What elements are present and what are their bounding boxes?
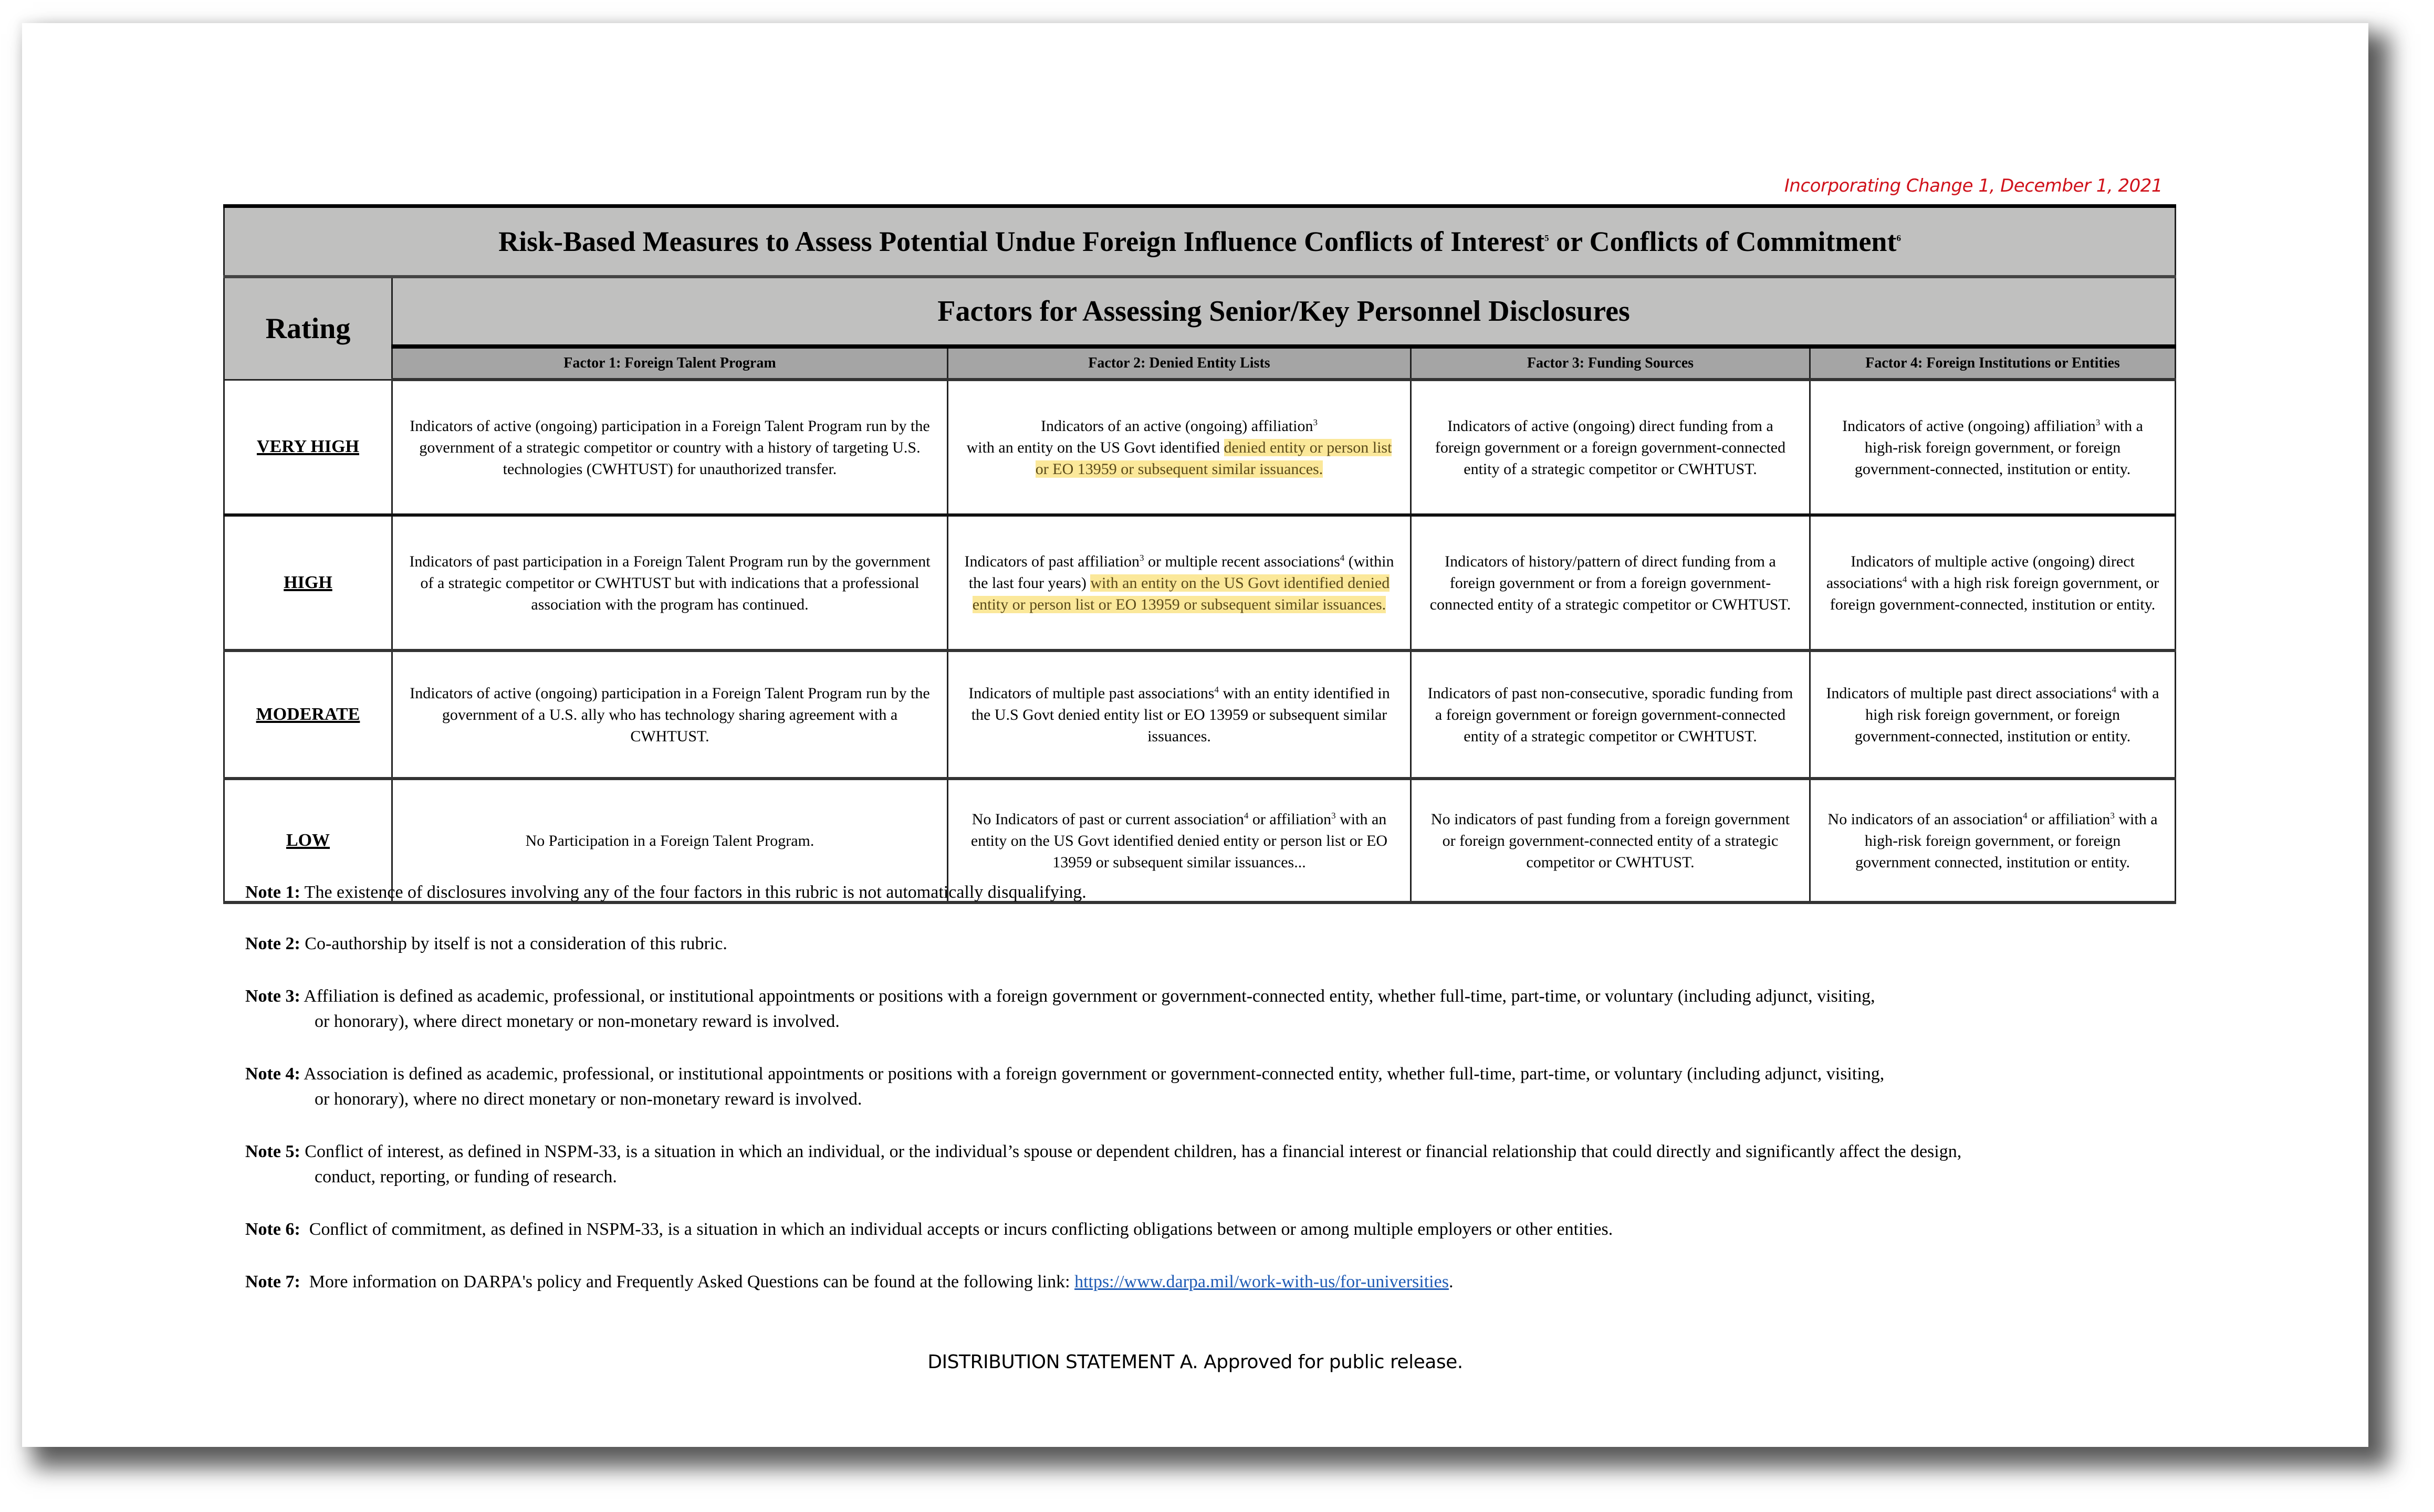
distribution-statement: DISTRIBUTION STATEMENT A. Approved for public release. (927, 1351, 1463, 1373)
factor-2-header: Factor 2: Denied Entity Lists (948, 346, 1411, 380)
note-5: Note 5: Conflict of interest, as defined in NSPM-33, is a situation in which an individual, or the individual’s spouse or dependent children, has a financial interest or financial relationship that could directly and significantly affect the design, conduct, reporting, or funding of research. (245, 1142, 1962, 1186)
cell-factor-3: No indicators of past funding from a foreign government or foreign government-connected entity of a strategic competitor or CWHTUST. (1411, 779, 1810, 902)
table-row (224, 515, 2176, 650)
cell-factor-2: Indicators of an active (ongoing) affiliation$^3$ with an entity on the US Govt identified denied entity or person list or EO 13959 or subsequent similar issuances. (948, 380, 1411, 515)
note-2: Note 2: Co-authorship by itself is not a consideration of this rubric. (245, 934, 727, 953)
change-note: Incorporating Change 1, December 1, 2021 (1784, 175, 2163, 196)
cell-factor-3: Indicators of active (ongoing) direct funding from a foreign government or a foreign government-connected entity of a strategic competitor or CWHTUST. (1411, 380, 1810, 515)
note-4: Note 4: Association is defined as academic, professional, or institutional appointments or positions with a foreign government or government-connected entity, whether full-time, part-time, or voluntary (including adjunct, visiting, or honorary), where no direct monetary or non-monetary reward is involved. (245, 1064, 1885, 1109)
factor-1-header: Factor 1: Foreign Talent Program (392, 346, 948, 380)
cell-factor-1: No Participation in a Foreign Talent Program. (392, 779, 948, 902)
cell-factor-2: Indicators of past affiliation$^3$ or multiple recent associations$^4$ (within the last four years) with an entity on the US Govt identified denied entity or person list or EO 13959 or subsequent similar issuances. (948, 515, 1411, 650)
document-page (22, 23, 2368, 1447)
factor-4-header: Factor 4: Foreign Institutions or Entities (1810, 346, 2176, 380)
table-title: Risk-Based Measures to Assess Potential Undue Foreign Influence Conflicts of Interest$^5$ or Conflicts of Commitment$^6$ (224, 206, 2176, 277)
rating-header: Rating (224, 277, 392, 380)
cell-factor-4: Indicators of multiple past direct associations$^4$ with a high risk foreign government, or foreign government-connected, institution or entity. (1810, 650, 2176, 779)
rating-very-high: VERY HIGH (224, 380, 392, 515)
note-1: Note 1: The existence of disclosures involving any of the four factors in this rubric is not automatically disqualifying. (245, 883, 1087, 902)
cell-factor-3: Indicators of past non-consecutive, sporadic funding from a foreign government or foreign government-connected entity of a strategic competitor or CWHTUST. (1411, 650, 1810, 779)
note-3: Note 3: Affiliation is defined as academic, professional, or institutional appointments or positions with a foreign government or government-connected entity, whether full-time, part-time, or voluntary (including adjunct, visiting, or honorary), where direct monetary or non-monetary reward is involved. (245, 986, 1875, 1031)
rating-high: HIGH (224, 515, 392, 650)
cell-factor-2: No Indicators of past or current association$^4$ or affiliation$^3$ with an entity on the US Govt identified denied entity or person list or EO 13959 or subsequent similar issuances... (948, 779, 1411, 902)
highlighted-text: denied entity or person list or EO 13959 or subsequent similar issuances. (1035, 438, 1392, 478)
cell-factor-1: Indicators of active (ongoing) participation in a Foreign Talent Program run by the government of a U.S. ally who has technology sharing agreement with a CWHTUST. (392, 650, 948, 779)
cell-factor-4: No indicators of an association$^4$ or affiliation$^3$ with a high-risk foreign government, or foreign government connected, institution or entity. (1810, 779, 2176, 902)
note-7: Note 7: More information on DARPA's policy and Frequently Asked Questions can be found at the following link: https://www.darpa.mil/work-with-us/for-universities. (245, 1272, 1454, 1292)
cell-factor-1: Indicators of past participation in a Foreign Talent Program run by the government of a strategic competitor or CWHTUST but with indications that a professional association with the program has continued. (392, 515, 948, 650)
cell-factor-4: Indicators of active (ongoing) affiliation$^3$ with a high-risk foreign government, or foreign government-connected, institution or entity. (1810, 380, 2176, 515)
highlighted-text: with an entity on the US Govt identified denied entity or person list or EO 13959 or subsequent similar issuances. (972, 574, 1390, 613)
rating-low: LOW (224, 779, 392, 902)
cell-factor-1: Indicators of active (ongoing) participation in a Foreign Talent Program run by the government of a strategic competitor or country with a history of targeting U.S. technologies (CWHTUST) for unauthorized transfer. (392, 380, 948, 515)
factors-header: Factors for Assessing Senior/Key Personnel Disclosures (392, 277, 2176, 346)
factor-3-header: Factor 3: Funding Sources (1411, 346, 1810, 380)
note-6: Note 6: Conflict of commitment, as defined in NSPM-33, is a situation in which an individual accepts or incurs conflicting obligations between or among multiple employers or other entities. (245, 1220, 1613, 1239)
cell-factor-4: Indicators of multiple active (ongoing) direct associations$^4$ with a high risk foreign government, or foreign government-connected, institution or entity. (1810, 515, 2176, 650)
cell-factor-3: Indicators of history/pattern of direct funding from a foreign government or from a foreign government-connected entity of a strategic competitor or CWHTUST. (1411, 515, 1810, 650)
darpa-universities-link[interactable]: https://www.darpa.mil/work-with-us/for-universities (1074, 1272, 1449, 1292)
risk-rubric-table (223, 204, 2176, 904)
rating-moderate: MODERATE (224, 650, 392, 779)
table-row (224, 650, 2176, 779)
table-row (224, 380, 2176, 515)
notes-section (245, 880, 2320, 1322)
cell-factor-2: Indicators of multiple past associations$^4$ with an entity identified in the U.S Govt denied entity list or EO 13959 or subsequent similar issuances. (948, 650, 1411, 779)
